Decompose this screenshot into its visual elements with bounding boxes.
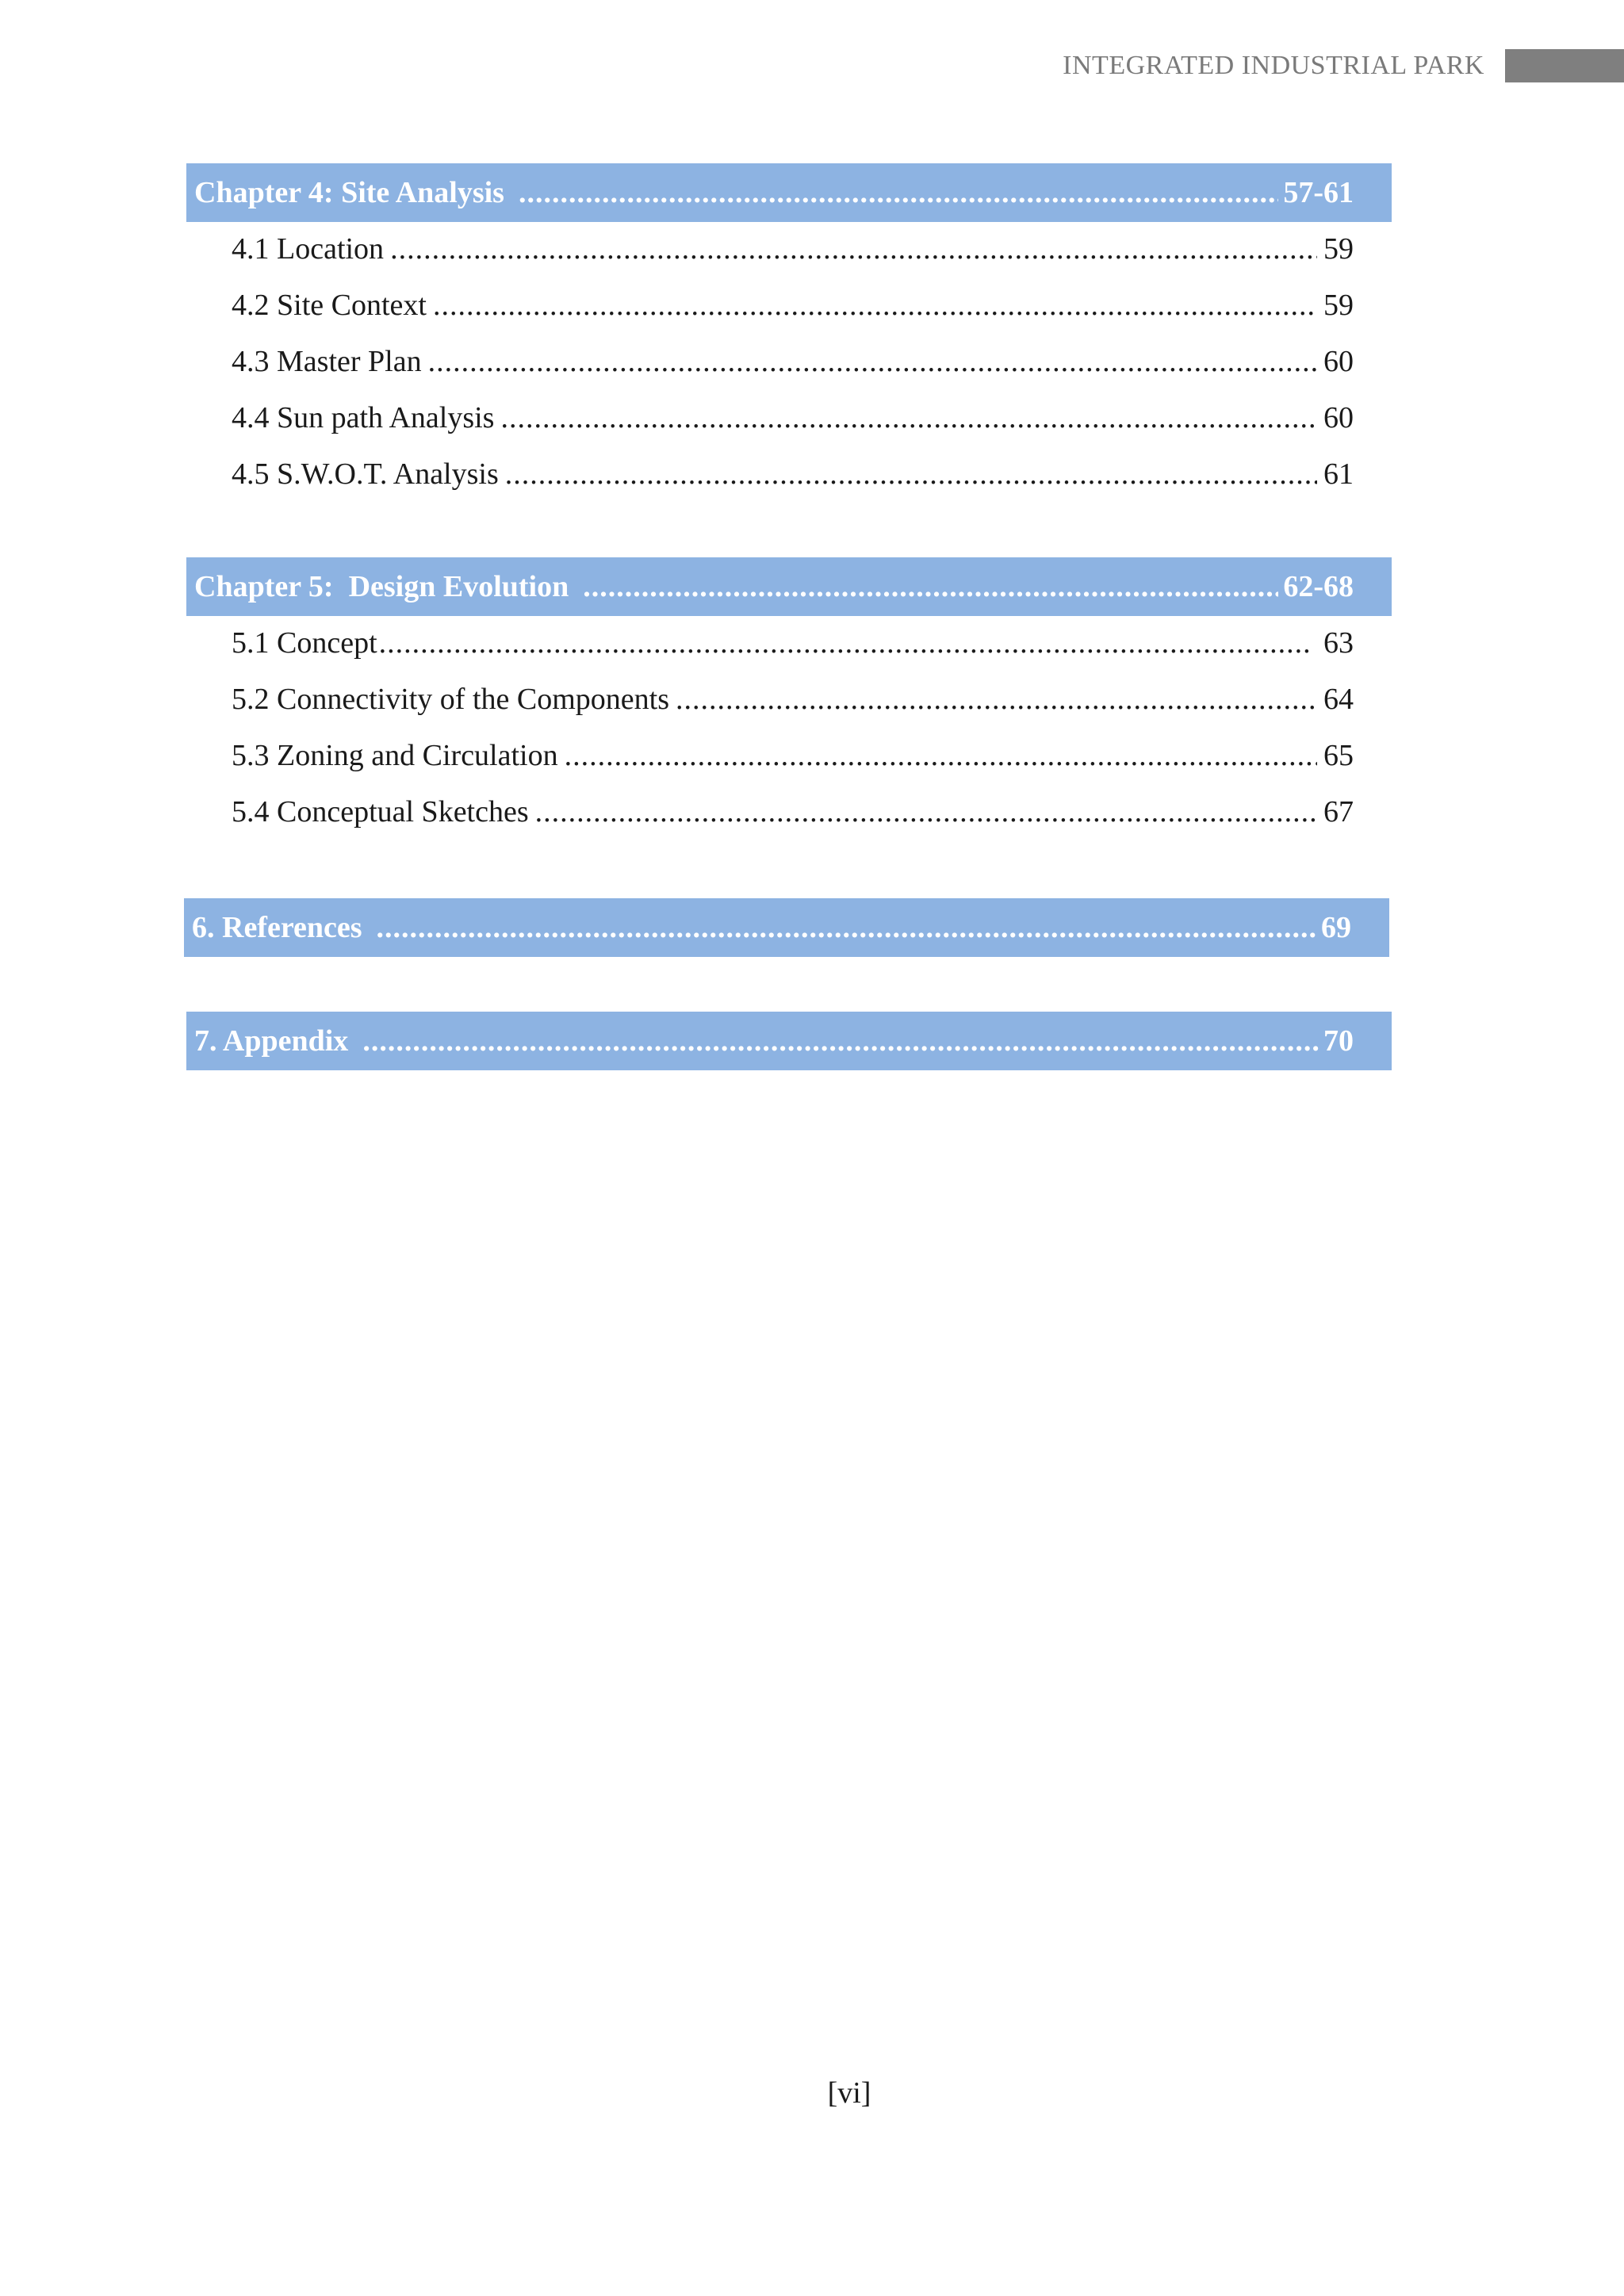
toc-leader bbox=[500, 400, 1317, 435]
toc-chapter-title: Chapter 5: Design Evolution bbox=[194, 570, 569, 603]
toc-leader bbox=[535, 794, 1317, 829]
header-bar bbox=[1505, 49, 1624, 82]
running-header bbox=[1063, 49, 1624, 82]
toc-entry[interactable] bbox=[232, 732, 1354, 779]
toc-leader bbox=[377, 910, 1316, 945]
page-number: [vi] bbox=[827, 2076, 871, 2110]
toc-leader bbox=[583, 569, 1278, 604]
toc-entry-page: 60 bbox=[1323, 401, 1354, 434]
toc-entry-label: 5.4 Conceptual Sketches bbox=[232, 795, 529, 828]
toc-chapter-5[interactable] bbox=[186, 557, 1392, 616]
toc-leader bbox=[379, 626, 1312, 660]
toc-leader bbox=[565, 738, 1317, 773]
toc-chapter-title: 6. References bbox=[192, 911, 362, 944]
toc-entry[interactable] bbox=[232, 788, 1354, 836]
toc-entry[interactable] bbox=[232, 225, 1354, 273]
toc-entry-label: 5.1 Concept bbox=[232, 626, 377, 660]
toc-references[interactable] bbox=[184, 898, 1389, 957]
toc-entry[interactable] bbox=[232, 619, 1354, 667]
toc-entry[interactable] bbox=[232, 675, 1354, 723]
toc-entry[interactable] bbox=[232, 450, 1354, 498]
toc-entry-page: 67 bbox=[1323, 795, 1354, 828]
toc-leader bbox=[428, 344, 1317, 379]
toc-entry-label: 5.2 Connectivity of the Components bbox=[232, 683, 670, 716]
toc-leader bbox=[505, 457, 1317, 492]
toc-chapter-pages: 70 bbox=[1323, 1024, 1354, 1058]
toc-chapter-pages: 69 bbox=[1321, 911, 1351, 944]
toc-entry-label: 4.2 Site Context bbox=[232, 289, 427, 322]
toc-leader bbox=[676, 682, 1317, 717]
toc-entry[interactable] bbox=[232, 394, 1354, 442]
toc-chapter-title: 7. Appendix bbox=[194, 1024, 349, 1058]
toc-appendix[interactable] bbox=[186, 1012, 1392, 1070]
toc-entry-page: 63 bbox=[1323, 626, 1354, 660]
toc-entry-page: 59 bbox=[1323, 232, 1354, 266]
toc-entry-label: 5.3 Zoning and Circulation bbox=[232, 739, 558, 772]
toc-chapter-title: Chapter 4: Site Analysis bbox=[194, 176, 504, 209]
toc-chapter-pages: 62-68 bbox=[1283, 570, 1354, 603]
toc-leader bbox=[433, 288, 1317, 323]
toc-chapter-4[interactable] bbox=[186, 163, 1392, 222]
header-title: INTEGRATED INDUSTRIAL PARK bbox=[1063, 51, 1484, 80]
toc-entry-page: 59 bbox=[1323, 289, 1354, 322]
toc-chapter-pages: 57-61 bbox=[1283, 176, 1354, 209]
toc-entry[interactable] bbox=[232, 338, 1354, 385]
toc-leader bbox=[362, 1024, 1319, 1058]
toc-entry-label: 4.4 Sun path Analysis bbox=[232, 401, 495, 434]
toc-entry-label: 4.5 S.W.O.T. Analysis bbox=[232, 457, 499, 491]
toc-entry-label: 4.1 Location bbox=[232, 232, 385, 266]
toc-entry-page: 65 bbox=[1323, 739, 1354, 772]
toc-entry[interactable] bbox=[232, 281, 1354, 329]
toc-leader bbox=[390, 232, 1317, 266]
toc-entry-page: 60 bbox=[1323, 345, 1354, 378]
toc-entry-page: 64 bbox=[1323, 683, 1354, 716]
toc-leader bbox=[519, 175, 1278, 210]
toc-entry-label: 4.3 Master Plan bbox=[232, 345, 422, 378]
toc-entry-page: 61 bbox=[1323, 457, 1354, 491]
